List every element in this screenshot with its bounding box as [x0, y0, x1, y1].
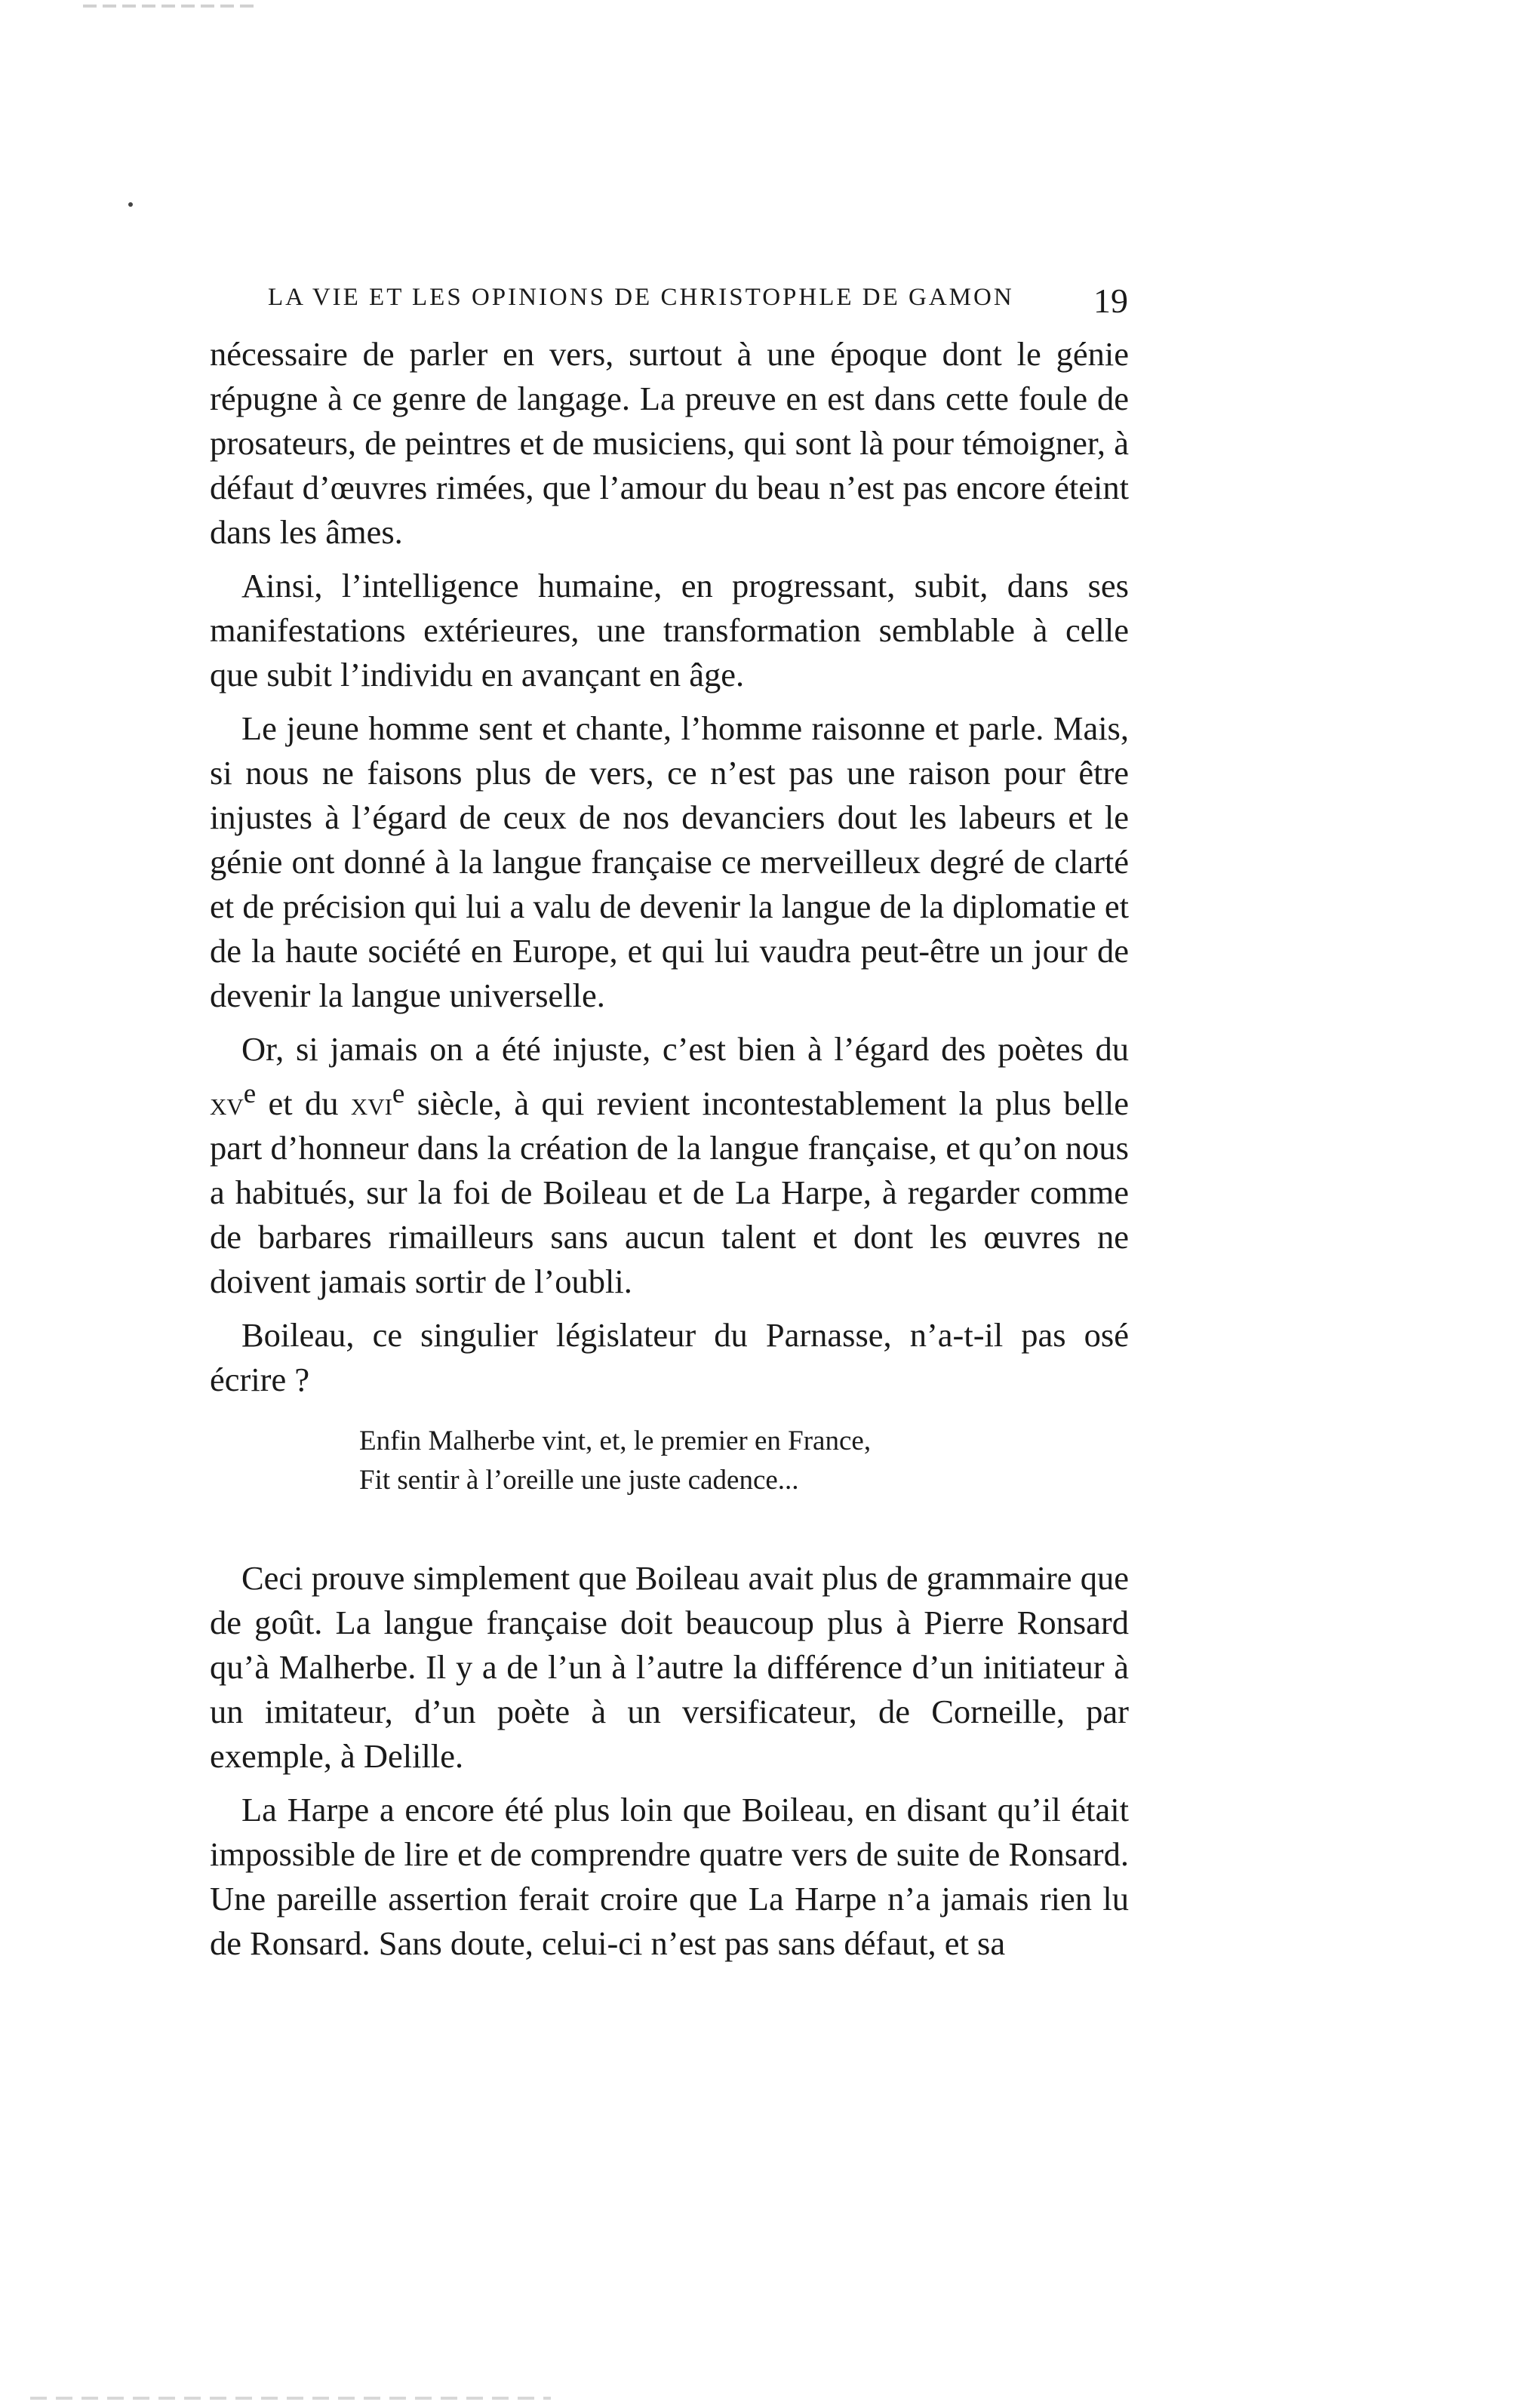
paragraph-5: Boileau, ce singulier législateur du Parnasse, n’a-t-il pas osé écrire ? [210, 1315, 1129, 1398]
running-head [268, 281, 1128, 326]
paragraph-4-part-3: siècle, à qui revient incontestablement la plus belle part d’honneur dans la création de la langue française, et qu’on nous a habitués, sur la foi de Boileau et de La Harpe, à regarder comme de barbares rimailleurs sans aucun talent et dont les œuvres ne doivent jamais sortir de l’oubli. [210, 1084, 1129, 1300]
page-number: 19 [1093, 281, 1128, 320]
scan-speck [128, 202, 133, 207]
verse-line-1: Enfin Malherbe vint, et, le premier en France, [359, 1425, 872, 1456]
body-text [210, 332, 1129, 1975]
century-superscript: e [243, 1078, 257, 1109]
paragraph-4-part-2: et du [256, 1084, 351, 1122]
scan-edge-bottom [30, 2397, 551, 2400]
scan-edge-top [83, 5, 257, 8]
century-superscript: e [392, 1078, 405, 1109]
running-title: LA VIE ET LES OPINIONS DE CHRISTOPHLE DE GAMON [268, 284, 1014, 311]
century-numeral: xvi [350, 1084, 392, 1122]
verse-line-2: Fit sentir à l’oreille une juste cadence... [359, 1464, 799, 1496]
paragraph-4 [210, 1027, 1129, 1304]
paragraph-7: La Harpe a encore été plus loin que Boileau, en disant qu’il était impossible de lire et de comprendre quatre vers de suite de Ronsard. Une pareille assertion ferait croire que La Harpe n’a jamais rien lu de Ronsard. Sans doute, celui-ci n’est pas sans défaut, et sa [210, 1790, 1129, 1962]
century-numeral: xv [210, 1084, 244, 1122]
paragraph-3: Le jeune homme sent et chante, l’homme raisonne et parle. Mais, si nous ne faisons plus de vers, ce n’est pas une raison pour être injustes à l’égard de ceux de nos devanciers dout les labeurs et le génie ont donné à la langue française ce merveilleux degré de clarté et de précision qui lui a valu de devenir la langue de la diplomatie et de la haute société en Europe, et qui lui vaudra peut-être un jour de devenir la langue universelle. [210, 709, 1129, 1014]
paragraph-4-part-1: Or, si jamais on a été injuste, c’est bien à l’égard des poètes du [241, 1030, 1129, 1068]
verse-quotation [359, 1422, 1129, 1500]
paragraph-1: nécessaire de parler en vers, surtout à une époque dont le génie répugne à ce genre de langage. La preuve en est dans cette foule de prosateurs, de peintres et de musiciens, qui sont là pour témoigner, à défaut d’œuvres rimées, que l’amour du beau n’est pas encore éteint dans les âmes. [210, 335, 1129, 551]
paragraph-2: Ainsi, l’intelligence humaine, en progressant, subit, dans ses manifestations extérieures, une transformation semblable à celle que subit l’individu en avançant en âge. [210, 567, 1129, 693]
paragraph-6: Ceci prouve simplement que Boileau avait plus de grammaire que de goût. La langue française doit beaucoup plus à Pierre Ronsard qu’à Malherbe. Il y a de l’un à l’autre la différence d’un initiateur à un imitateur, d’un poète à un versificateur, de Corneille, par exemple, à Delille. [210, 1558, 1129, 1775]
